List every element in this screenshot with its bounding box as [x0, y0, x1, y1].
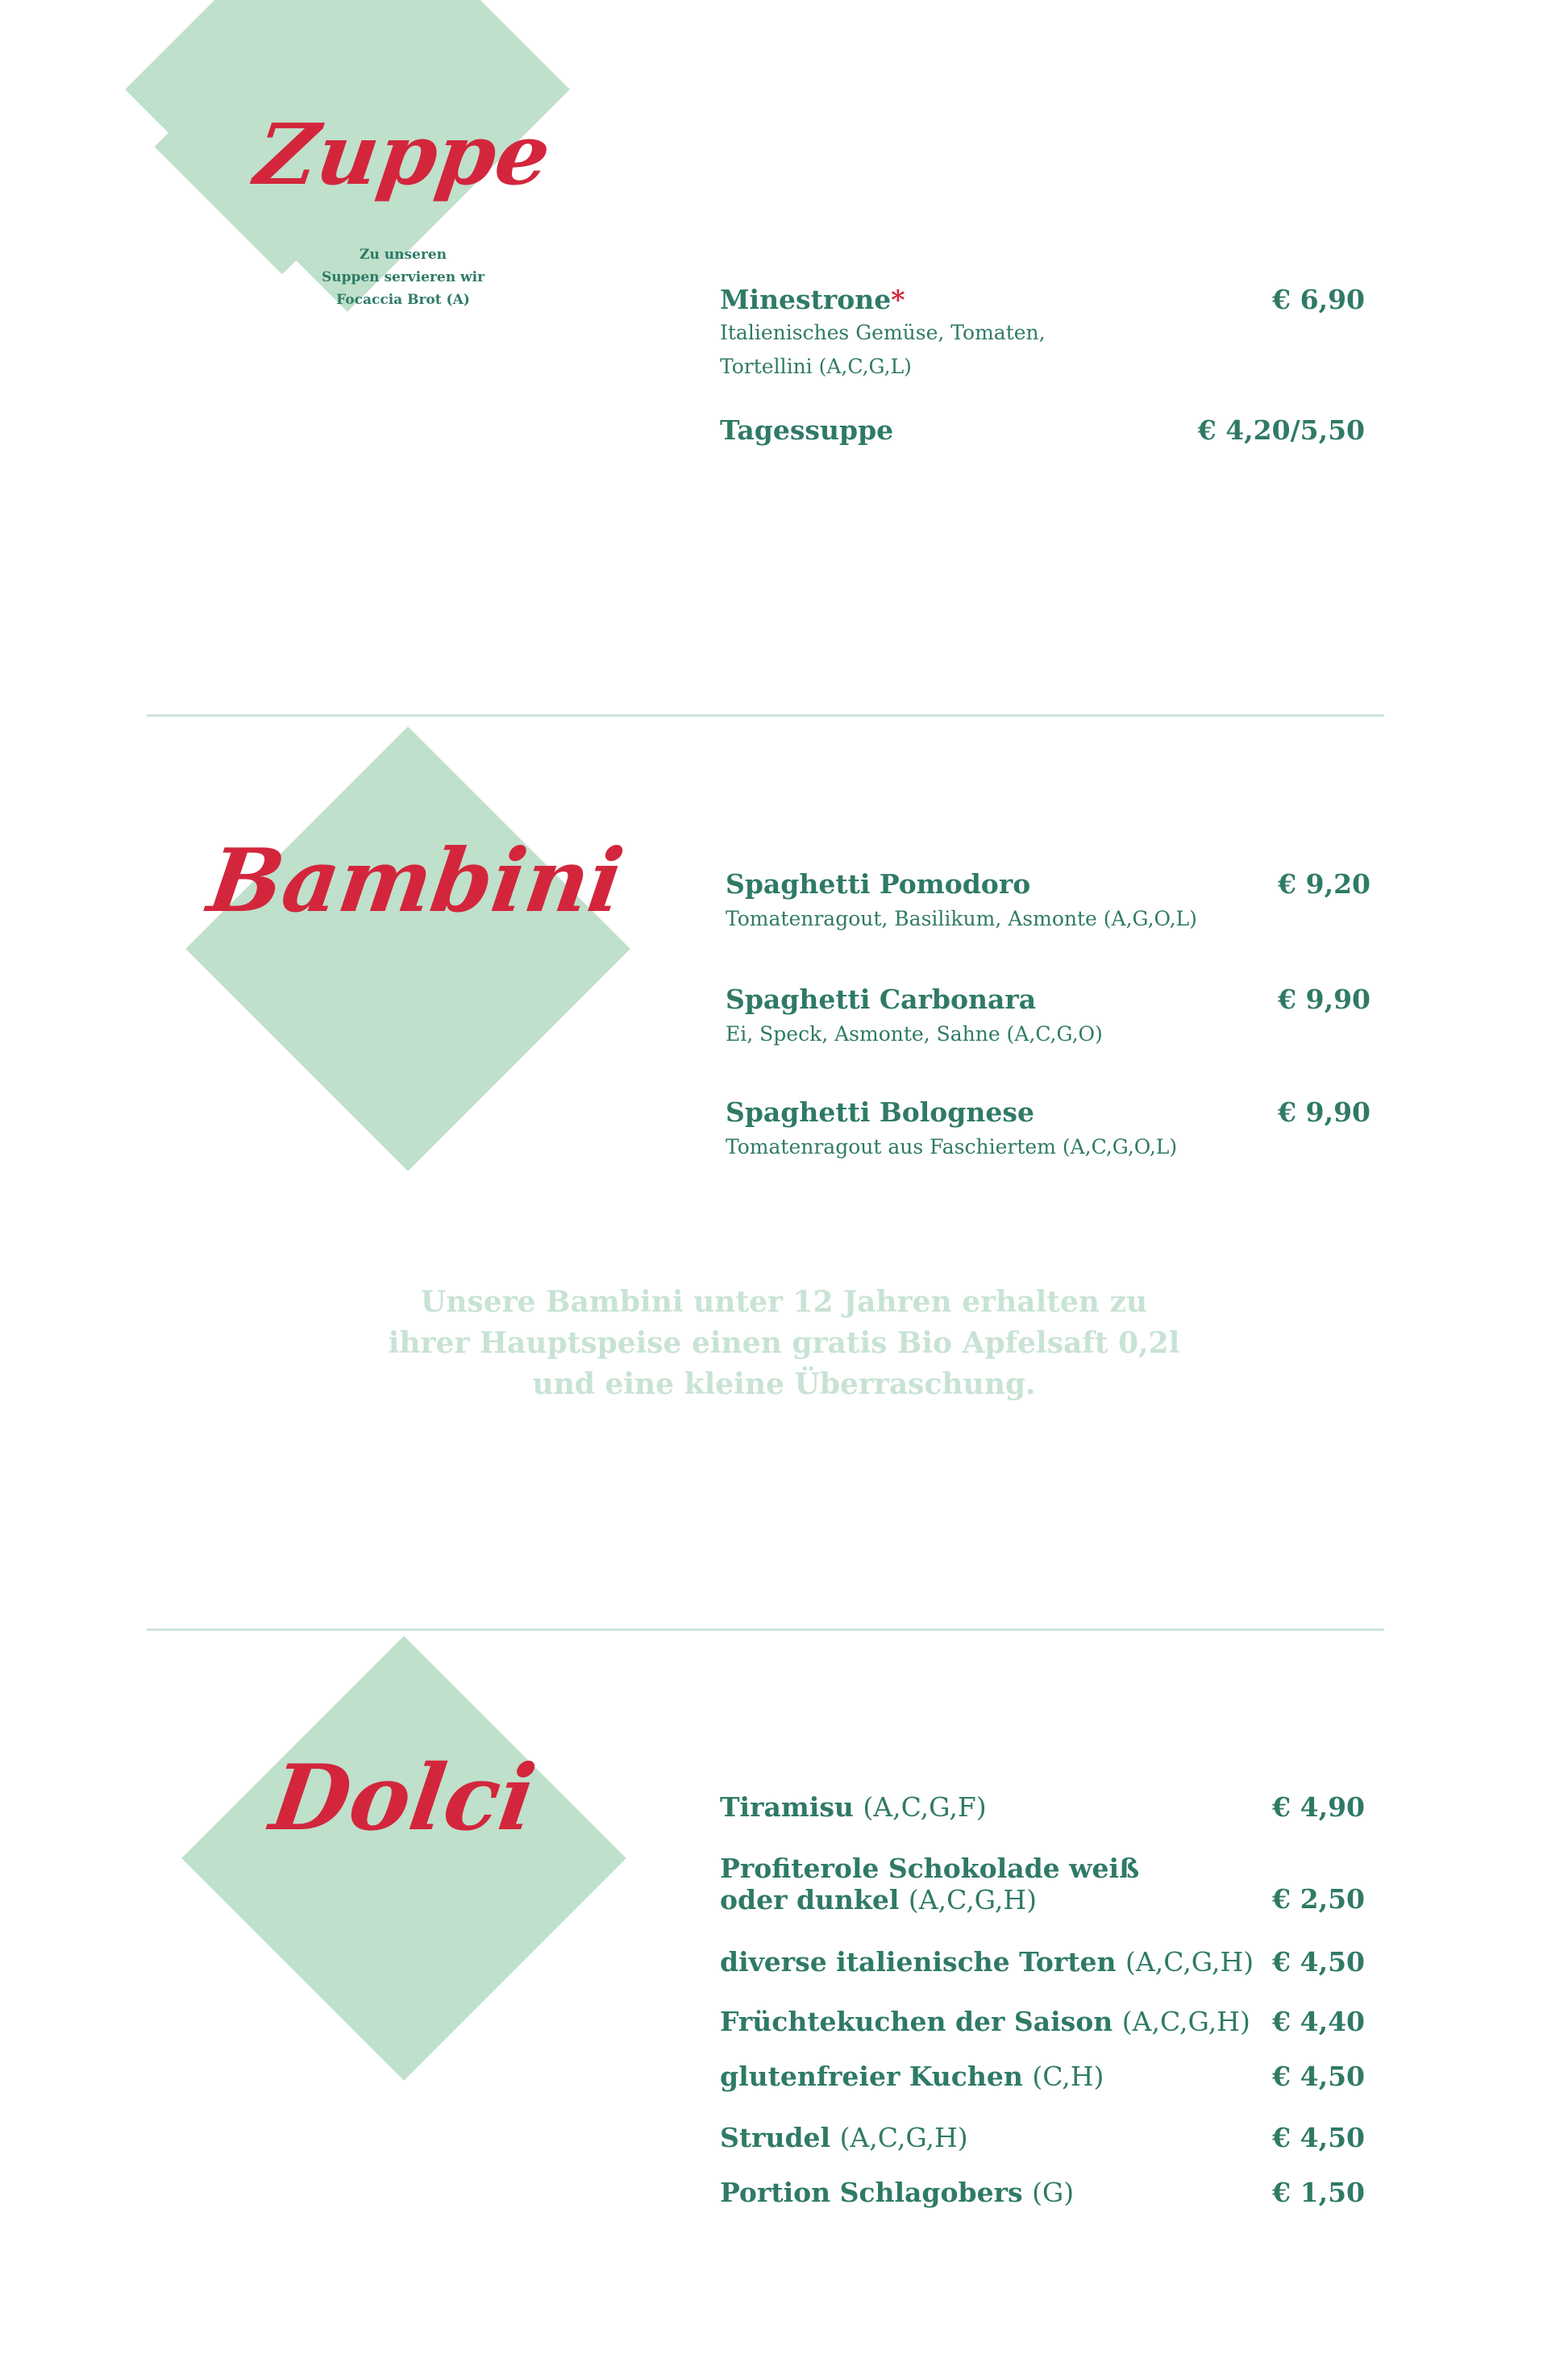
item-name: Früchtekuchen der Saison [720, 2006, 1113, 2037]
item-name-line2: oder dunkel [720, 1884, 900, 1915]
item-allergens: (A,C,G,H) [839, 2122, 968, 2153]
zuppe-note [266, 243, 540, 311]
item-price: € 9,20 [1278, 868, 1370, 900]
menu-item-minestrone [720, 284, 1365, 389]
item-name: diverse italienische Torten [720, 1946, 1117, 1978]
bambini-notice-line1: Unsere Bambini unter 12 Jahren erhalten zu [420, 1285, 1148, 1319]
dolci-title: Dolci [264, 1745, 542, 1851]
item-desc-line2: Tortellini (A,C,G,L) [720, 355, 912, 378]
item-name: Strudel [720, 2122, 831, 2153]
item-name: Spaghetti Carbonara [726, 984, 1037, 1015]
item-name: Spaghetti Bolognese [726, 1096, 1034, 1128]
zuppe-note-line3: Focaccia Brot (A) [336, 292, 470, 308]
item-allergens: (A,C,G,H) [908, 1884, 1038, 1915]
item-name: Spaghetti Pomodoro [726, 868, 1031, 900]
item-name: Minestrone [720, 284, 892, 315]
item-price: € 6,90 [1272, 284, 1365, 315]
item-allergens: (A,C,G,H) [1121, 2006, 1250, 2037]
section-divider [147, 1628, 1384, 1631]
item-price: € 4,20/5,50 [1197, 414, 1365, 446]
item-desc: Tomatenragout, Basilikum, Asmonte (A,G,O,L) [726, 907, 1197, 930]
item-price: € 9,90 [1278, 1096, 1370, 1128]
item-price: € 4,90 [1272, 1791, 1365, 1823]
menu-item-spaghetti-carbonara [726, 984, 1370, 1056]
item-price: € 9,90 [1278, 984, 1370, 1015]
bambini-notice-line2: ihrer Hauptspeise einen gratis Bio Apfelsaft 0,2l [388, 1326, 1180, 1360]
menu-item-spaghetti-bolognese [726, 1096, 1370, 1169]
zuppe-title: Zuppe [249, 105, 557, 204]
bambini-diamond [185, 726, 630, 1171]
item-price: € 2,50 [1272, 1883, 1365, 1915]
menu-item-torten [720, 1946, 1365, 1982]
menu-item-profiterole [720, 1853, 1365, 1917]
item-allergens: (G) [1032, 2177, 1075, 2208]
menu-item-schlagobers [720, 2177, 1365, 2213]
item-desc: Ei, Speck, Asmonte, Sahne (A,C,G,O) [726, 1022, 1103, 1046]
item-allergens: (A,C,G,F) [863, 1791, 987, 1823]
bambini-notice-line3: und eine kleine Überraschung. [532, 1367, 1036, 1401]
bambini-title: Bambini [202, 830, 630, 932]
item-allergens: (C,H) [1032, 2061, 1104, 2092]
item-name-line1: Profiterole Schokolade weiß [720, 1853, 1140, 1884]
vegetarian-star: * [891, 284, 905, 315]
item-price: € 4,50 [1272, 1946, 1365, 1978]
section-divider [147, 714, 1384, 717]
menu-item-tiramisu [720, 1791, 1365, 1828]
dolci-diamond [181, 1636, 626, 2081]
menu-item-strudel [720, 2122, 1365, 2158]
item-desc: Tomatenragout aus Faschiertem (A,C,G,O,L) [726, 1135, 1178, 1158]
item-price: € 4,50 [1272, 2061, 1365, 2092]
item-name: Portion Schlagobers [720, 2177, 1023, 2208]
item-name: Tagessuppe [720, 414, 894, 446]
item-price: € 4,50 [1272, 2122, 1365, 2153]
menu-item-fruechtekuchen [720, 2006, 1365, 2042]
item-allergens: (A,C,G,H) [1125, 1946, 1254, 1978]
menu-item-spaghetti-pomodoro [726, 868, 1370, 941]
zuppe-note-line2: Suppen servieren wir [321, 269, 485, 285]
menu-item-tagessuppe [720, 414, 1365, 451]
menu-item-glutenfreier-kuchen [720, 2061, 1365, 2097]
item-name: Tiramisu [720, 1791, 854, 1823]
item-price: € 4,40 [1272, 2006, 1365, 2037]
zuppe-note-line1: Zu unseren [360, 247, 447, 263]
bambini-notice [0, 1282, 1568, 1405]
item-name: glutenfreier Kuchen [720, 2061, 1023, 2092]
item-price: € 1,50 [1272, 2177, 1365, 2208]
item-desc-line1: Italienisches Gemüse, Tomaten, [720, 321, 1046, 344]
